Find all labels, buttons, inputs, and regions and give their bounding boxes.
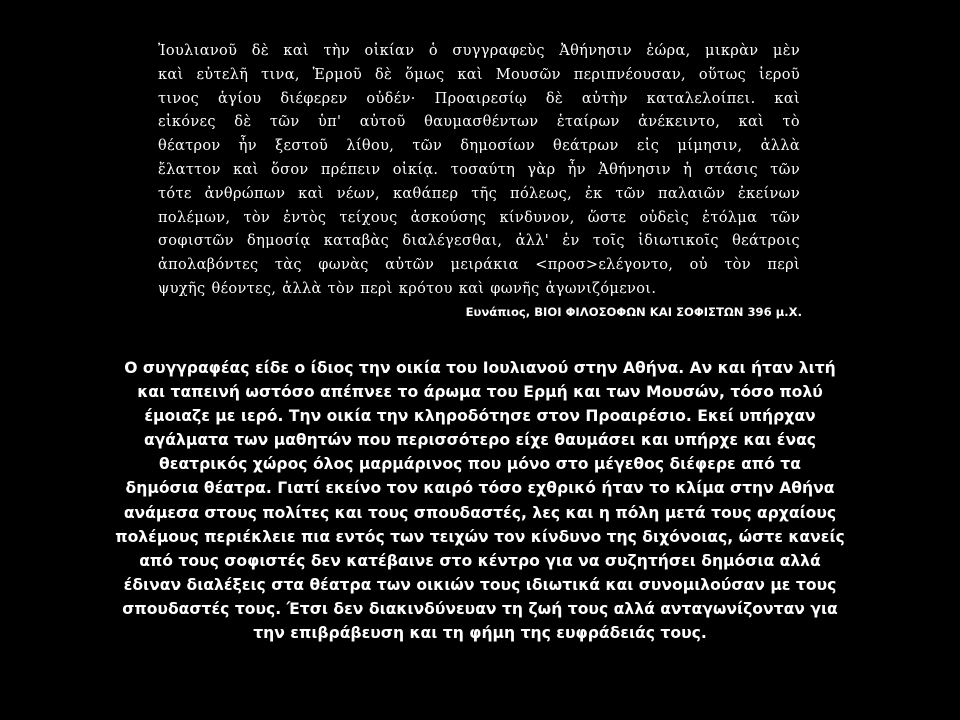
translation-line: Ο συγγραφέας είδε ο ίδιος την οικία του Ιουλιανού στην Αθήνα. Αν και ήταν λιτή xyxy=(124,359,836,377)
ancient-text-line: τότε ἀνθρώπων καὶ νέων, καθάπερ τῆς πόλεως, ἐκ τῶν παλαιῶν ἐκείνων xyxy=(158,185,800,202)
translation-line: από τους σοφιστές δεν κατέβαινε στο κέντρο για να συζητήσει δημόσια αλλά xyxy=(139,551,821,570)
translation-line: πολέμους περιέκλειε πια εντός των τειχών τον κίνδυνο της διχόνοιας, ώστε κανείς xyxy=(115,527,845,546)
translation-line: την επιβράβευση και τη φήμη της ευφράδειάς τους. xyxy=(253,624,707,643)
ancient-text-line: ἀπολαβόντες τὰς φωνὰς αὐτῶν μειράκια <προσ>ελέγοντο, οὐ τὸν περὶ xyxy=(158,257,800,274)
ancient-text-line: θέατρον ἦν ξεστοῦ λίθου, τῶν δημοσίων θεάτρων εἰς μίμησιν, ἀλλὰ xyxy=(158,138,800,155)
translation-line: και ταπεινή ωστόσο απέπνεε το άρωμα του Ερμή και των Μουσών, τόσο πολύ xyxy=(137,383,823,402)
ancient-text-line: σοφιστῶν δημοσίᾳ καταβὰς διαλέγεσθαι, ἀλλ' ἐν τοῖς ἰδιωτικοῖς θεάτροις xyxy=(158,233,800,250)
ancient-greek-passage xyxy=(158,40,800,302)
source-citation: Ευνάπιος, ΒΙΟΙ ΦΙΛΟΣΟΦΩΝ ΚΑΙ ΣΟΦΙΣΤΩΝ 396 μ.Χ. xyxy=(465,305,802,319)
translation-line: έμοιαζε με ιερό. Την οικία την κληροδότησε στον Προαιρέσιο. Εκεί υπήρχαν xyxy=(144,407,816,426)
translation-line: ανάμεσα στους πολίτες και τους σπουδαστές, λες και η πόλη μετά τους αρχαίους xyxy=(123,503,837,522)
translation-line: έδιναν διαλέξεις στα θέατρα των οικιών τους ιδιωτικά και συνομιλούσαν με τους xyxy=(123,575,837,594)
ancient-text-line: τινος ἁγίου διέφερεν οὐδέν· Προαιρεσίῳ δὲ αὐτὴν καταλελοίπει. καὶ xyxy=(158,90,800,107)
translation-line: σπουδαστές τους. Έτσι δεν διακινδύνευαν τη ζωή τους αλλά ανταγωνίζονταν για xyxy=(122,599,838,618)
ancient-text-line: καὶ εὐτελῆ τινα, Ἑρμοῦ δὲ ὅμως καὶ Μουσῶν περιπνέουσαν, οὕτως ἱεροῦ xyxy=(158,66,800,83)
ancient-text-line: πολέμων, τὸν ἐντὸς τείχους ἀσκούσης κίνδυνον, ὥστε οὐδεὶς ἐτόλμα τῶν xyxy=(158,209,800,226)
modern-greek-translation xyxy=(112,356,848,645)
translation-line: θεατρικός χώρος όλος μαρμάρινος που μόνο στο μέγεθος διέφερε από τα xyxy=(159,455,801,474)
translation-line: δημόσια θέατρα. Γιατί εκείνο τον καιρό τόσο εχθρικό ήταν το κλίμα στην Αθήνα xyxy=(125,479,835,498)
ancient-text-line: εἰκόνες δὲ τῶν ὑπ' αὐτοῦ θαυμασθέντων ἑταίρων ἀνέκειντο, καὶ τὸ xyxy=(158,114,800,131)
ancient-text-line: ἔλαττον καὶ ὅσον πρέπειν οἰκίᾳ. τοσαύτη γὰρ ἦν Ἀθήνησιν ἡ στάσις τῶν xyxy=(158,161,800,178)
ancient-text-line: Ἰουλιανοῦ δὲ καὶ τὴν οἰκίαν ὁ συγγραφεὺς Ἀθήνησιν ἑώρα, μικρὰν μὲν xyxy=(158,43,800,59)
ancient-text-line: ψυχῆς θέοντες, ἀλλὰ τὸν περὶ κρότου καὶ φωνῆς ἀγωνιζόμενοι. xyxy=(158,280,657,297)
translation-line: αγάλματα των μαθητών που περισσότερο είχε θαυμάσει και υπήρχε και ένας xyxy=(143,431,817,450)
